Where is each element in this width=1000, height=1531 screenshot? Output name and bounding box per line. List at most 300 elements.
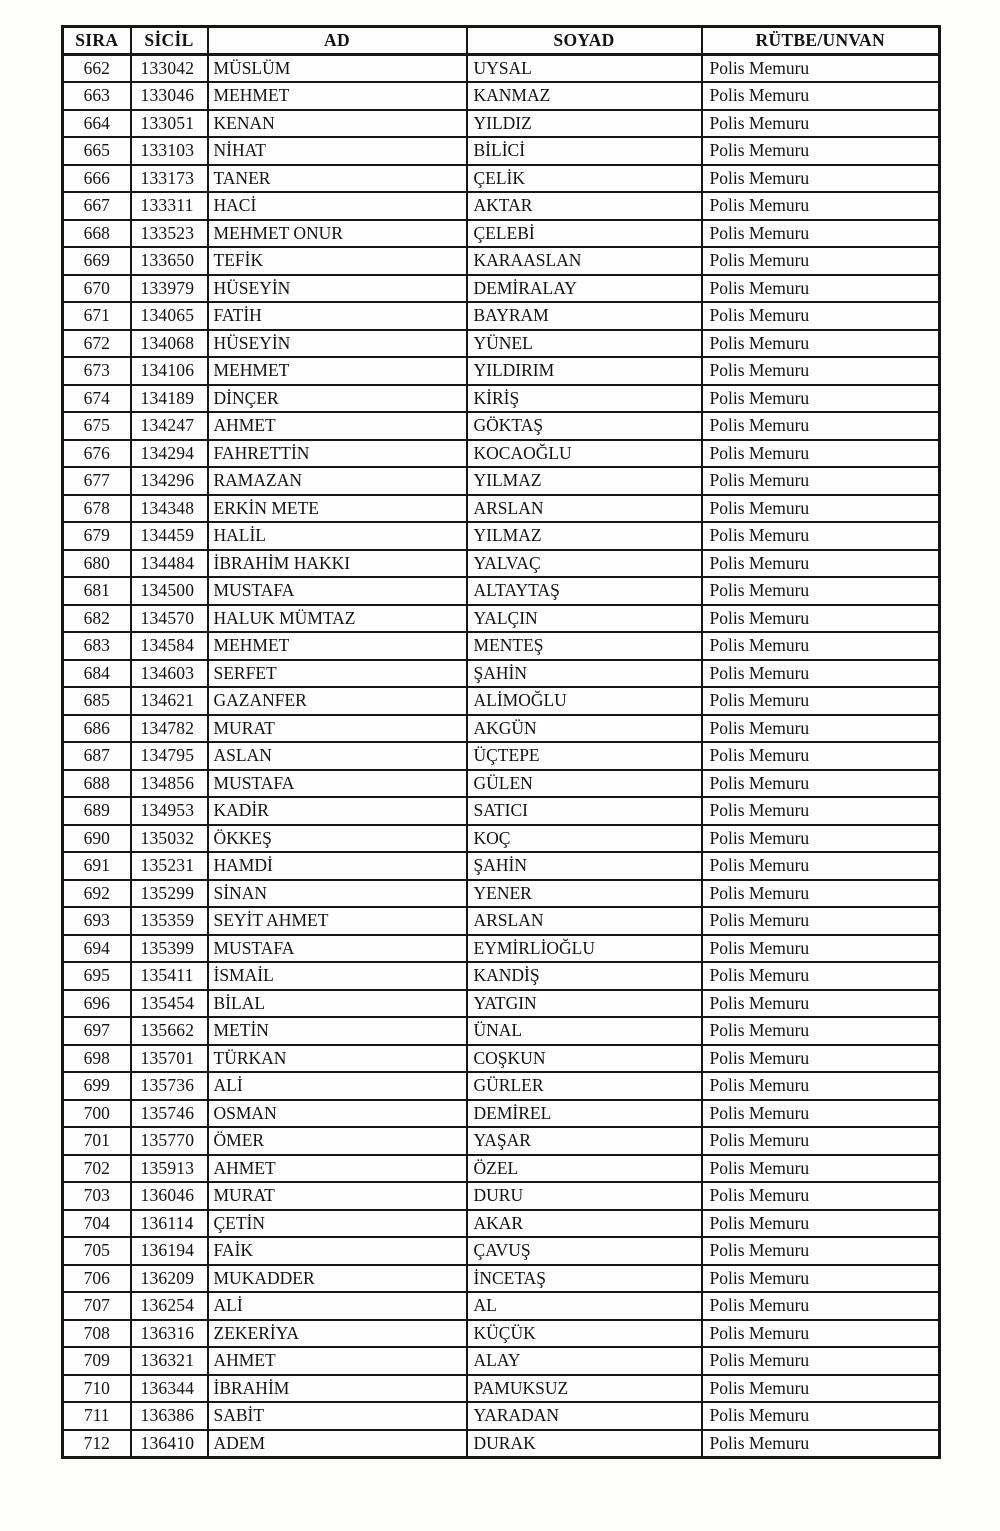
cell-sira: 689	[63, 797, 131, 825]
cell-soyad: ÇELEBİ	[467, 220, 702, 248]
table-row	[63, 770, 940, 798]
cell-soyad: ÜÇTEPE	[467, 742, 702, 770]
cell-rutbe: Polis Memuru	[702, 1402, 940, 1430]
table-row	[63, 1402, 940, 1430]
cell-sira: 696	[63, 990, 131, 1018]
cell-ad: SERFET	[208, 660, 467, 688]
cell-rutbe: Polis Memuru	[702, 1265, 940, 1293]
cell-ad: ÖKKEŞ	[208, 825, 467, 853]
cell-sira: 683	[63, 632, 131, 660]
cell-sira: 662	[63, 55, 131, 83]
cell-soyad: KOÇ	[467, 825, 702, 853]
cell-sira: 667	[63, 192, 131, 220]
table-row	[63, 55, 940, 83]
cell-rutbe: Polis Memuru	[702, 110, 940, 138]
cell-ad: MUKADDER	[208, 1265, 467, 1293]
cell-soyad: DURAK	[467, 1430, 702, 1458]
cell-rutbe: Polis Memuru	[702, 880, 940, 908]
cell-ad: ZEKERİYA	[208, 1320, 467, 1348]
table-row	[63, 440, 940, 468]
cell-sira: 668	[63, 220, 131, 248]
cell-sira: 707	[63, 1292, 131, 1320]
table-row	[63, 1100, 940, 1128]
cell-ad: MEHMET	[208, 82, 467, 110]
cell-ad: OSMAN	[208, 1100, 467, 1128]
cell-rutbe: Polis Memuru	[702, 770, 940, 798]
cell-ad: HALUK MÜMTAZ	[208, 605, 467, 633]
cell-rutbe: Polis Memuru	[702, 742, 940, 770]
cell-soyad: ÜNAL	[467, 1017, 702, 1045]
table-row	[63, 1155, 940, 1183]
cell-ad: MEHMET ONUR	[208, 220, 467, 248]
cell-rutbe: Polis Memuru	[702, 1320, 940, 1348]
cell-rutbe: Polis Memuru	[702, 1155, 940, 1183]
cell-sira: 681	[63, 577, 131, 605]
cell-soyad: İNCETAŞ	[467, 1265, 702, 1293]
cell-soyad: ÇELİK	[467, 165, 702, 193]
cell-sira: 666	[63, 165, 131, 193]
cell-ad: BİLAL	[208, 990, 467, 1018]
cell-sira: 705	[63, 1237, 131, 1265]
cell-rutbe: Polis Memuru	[702, 715, 940, 743]
table-row	[63, 522, 940, 550]
cell-soyad: GÜRLER	[467, 1072, 702, 1100]
cell-sicil: 133650	[131, 247, 208, 275]
cell-sicil: 133042	[131, 55, 208, 83]
table-row	[63, 1045, 940, 1073]
cell-soyad: YATGIN	[467, 990, 702, 1018]
table-row	[63, 687, 940, 715]
cell-soyad: YILMAZ	[467, 522, 702, 550]
cell-soyad: AKGÜN	[467, 715, 702, 743]
cell-ad: GAZANFER	[208, 687, 467, 715]
table-row	[63, 1320, 940, 1348]
cell-rutbe: Polis Memuru	[702, 1072, 940, 1100]
cell-ad: SEYİT AHMET	[208, 907, 467, 935]
cell-rutbe: Polis Memuru	[702, 192, 940, 220]
cell-soyad: KANDİŞ	[467, 962, 702, 990]
cell-sicil: 134189	[131, 385, 208, 413]
cell-ad: AHMET	[208, 1155, 467, 1183]
cell-sira: 711	[63, 1402, 131, 1430]
cell-sira: 665	[63, 137, 131, 165]
cell-rutbe: Polis Memuru	[702, 302, 940, 330]
cell-sira: 686	[63, 715, 131, 743]
cell-sicil: 134247	[131, 412, 208, 440]
cell-ad: ERKİN METE	[208, 495, 467, 523]
table-row	[63, 577, 940, 605]
cell-soyad: MENTEŞ	[467, 632, 702, 660]
cell-sicil: 136410	[131, 1430, 208, 1458]
cell-sira: 704	[63, 1210, 131, 1238]
cell-rutbe: Polis Memuru	[702, 550, 940, 578]
cell-sicil: 134782	[131, 715, 208, 743]
cell-sira: 670	[63, 275, 131, 303]
cell-sicil: 134570	[131, 605, 208, 633]
cell-ad: FAİK	[208, 1237, 467, 1265]
cell-sicil: 136316	[131, 1320, 208, 1348]
cell-sicil: 135746	[131, 1100, 208, 1128]
cell-ad: İBRAHİM	[208, 1375, 467, 1403]
cell-sira: 674	[63, 385, 131, 413]
cell-sicil: 135411	[131, 962, 208, 990]
cell-sira: 700	[63, 1100, 131, 1128]
cell-sicil: 136209	[131, 1265, 208, 1293]
cell-ad: HAMDİ	[208, 852, 467, 880]
table-row	[63, 1017, 940, 1045]
cell-ad: MURAT	[208, 1182, 467, 1210]
cell-ad: SABİT	[208, 1402, 467, 1430]
cell-sira: 679	[63, 522, 131, 550]
cell-sira: 677	[63, 467, 131, 495]
cell-rutbe: Polis Memuru	[702, 82, 940, 110]
cell-ad: MUSTAFA	[208, 935, 467, 963]
table-row	[63, 1292, 940, 1320]
cell-sicil: 136114	[131, 1210, 208, 1238]
cell-rutbe: Polis Memuru	[702, 1347, 940, 1375]
table-row	[63, 302, 940, 330]
cell-sira: 678	[63, 495, 131, 523]
cell-soyad: AKAR	[467, 1210, 702, 1238]
cell-rutbe: Polis Memuru	[702, 467, 940, 495]
cell-rutbe: Polis Memuru	[702, 660, 940, 688]
cell-ad: ADEM	[208, 1430, 467, 1458]
cell-ad: MEHMET	[208, 632, 467, 660]
table-header-row	[63, 27, 940, 55]
cell-sicil: 135701	[131, 1045, 208, 1073]
cell-sicil: 134068	[131, 330, 208, 358]
cell-sicil: 134795	[131, 742, 208, 770]
cell-sira: 701	[63, 1127, 131, 1155]
cell-ad: MUSTAFA	[208, 577, 467, 605]
table-row	[63, 825, 940, 853]
cell-rutbe: Polis Memuru	[702, 1100, 940, 1128]
cell-rutbe: Polis Memuru	[702, 1237, 940, 1265]
cell-sira: 675	[63, 412, 131, 440]
cell-soyad: YILDIZ	[467, 110, 702, 138]
cell-soyad: YARADAN	[467, 1402, 702, 1430]
cell-ad: MUSTAFA	[208, 770, 467, 798]
cell-rutbe: Polis Memuru	[702, 1292, 940, 1320]
cell-ad: ASLAN	[208, 742, 467, 770]
cell-ad: ÖMER	[208, 1127, 467, 1155]
cell-rutbe: Polis Memuru	[702, 687, 940, 715]
table-row	[63, 1072, 940, 1100]
header-ad: AD	[208, 27, 467, 55]
table-row	[63, 1347, 940, 1375]
cell-sira: 703	[63, 1182, 131, 1210]
cell-sira: 712	[63, 1430, 131, 1458]
cell-sicil: 134500	[131, 577, 208, 605]
cell-rutbe: Polis Memuru	[702, 825, 940, 853]
cell-sicil: 134296	[131, 467, 208, 495]
cell-sicil: 135770	[131, 1127, 208, 1155]
cell-sicil: 134348	[131, 495, 208, 523]
cell-sicil: 134106	[131, 357, 208, 385]
table-row	[63, 797, 940, 825]
cell-soyad: PAMUKSUZ	[467, 1375, 702, 1403]
cell-rutbe: Polis Memuru	[702, 605, 940, 633]
table-row	[63, 1265, 940, 1293]
cell-ad: HÜSEYİN	[208, 330, 467, 358]
table-row	[63, 495, 940, 523]
cell-soyad: YENER	[467, 880, 702, 908]
table-row	[63, 82, 940, 110]
cell-ad: RAMAZAN	[208, 467, 467, 495]
personnel-table	[61, 25, 941, 1459]
cell-rutbe: Polis Memuru	[702, 220, 940, 248]
cell-rutbe: Polis Memuru	[702, 852, 940, 880]
table-row	[63, 1210, 940, 1238]
cell-rutbe: Polis Memuru	[702, 55, 940, 83]
cell-sicil: 136344	[131, 1375, 208, 1403]
cell-ad: MURAT	[208, 715, 467, 743]
cell-rutbe: Polis Memuru	[702, 935, 940, 963]
cell-ad: FATİH	[208, 302, 467, 330]
cell-ad: KENAN	[208, 110, 467, 138]
cell-ad: HALİL	[208, 522, 467, 550]
cell-soyad: KANMAZ	[467, 82, 702, 110]
table-row	[63, 247, 940, 275]
table-row	[63, 385, 940, 413]
cell-soyad: EYMİRLİOĞLU	[467, 935, 702, 963]
cell-sira: 672	[63, 330, 131, 358]
cell-soyad: ALTAYTAŞ	[467, 577, 702, 605]
cell-ad: İSMAİL	[208, 962, 467, 990]
cell-rutbe: Polis Memuru	[702, 1127, 940, 1155]
cell-sicil: 133046	[131, 82, 208, 110]
table-row	[63, 907, 940, 935]
cell-sicil: 135032	[131, 825, 208, 853]
cell-sicil: 135736	[131, 1072, 208, 1100]
table-row	[63, 605, 940, 633]
header-sira: SIRA	[63, 27, 131, 55]
cell-sira: 706	[63, 1265, 131, 1293]
cell-sicil: 136046	[131, 1182, 208, 1210]
cell-soyad: YILMAZ	[467, 467, 702, 495]
cell-sicil: 134065	[131, 302, 208, 330]
cell-soyad: UYSAL	[467, 55, 702, 83]
cell-sicil: 136386	[131, 1402, 208, 1430]
cell-sira: 697	[63, 1017, 131, 1045]
table-row	[63, 962, 940, 990]
cell-sira: 692	[63, 880, 131, 908]
cell-soyad: ALİMOĞLU	[467, 687, 702, 715]
cell-ad: MEHMET	[208, 357, 467, 385]
cell-ad: AHMET	[208, 1347, 467, 1375]
cell-ad: HÜSEYİN	[208, 275, 467, 303]
cell-rutbe: Polis Memuru	[702, 990, 940, 1018]
cell-ad: FAHRETTİN	[208, 440, 467, 468]
cell-soyad: ŞAHİN	[467, 660, 702, 688]
cell-sicil: 133311	[131, 192, 208, 220]
cell-soyad: GÜLEN	[467, 770, 702, 798]
cell-sicil: 135913	[131, 1155, 208, 1183]
cell-soyad: YALÇIN	[467, 605, 702, 633]
cell-sira: 691	[63, 852, 131, 880]
cell-sicil: 133979	[131, 275, 208, 303]
cell-ad: DİNÇER	[208, 385, 467, 413]
cell-sicil: 134459	[131, 522, 208, 550]
cell-sicil: 136321	[131, 1347, 208, 1375]
table-row	[63, 275, 940, 303]
cell-sicil: 134603	[131, 660, 208, 688]
cell-ad: ÇETİN	[208, 1210, 467, 1238]
cell-soyad: DEMİRALAY	[467, 275, 702, 303]
cell-soyad: AL	[467, 1292, 702, 1320]
cell-sira: 676	[63, 440, 131, 468]
cell-rutbe: Polis Memuru	[702, 412, 940, 440]
cell-rutbe: Polis Memuru	[702, 165, 940, 193]
cell-sicil: 133523	[131, 220, 208, 248]
table-row	[63, 935, 940, 963]
cell-soyad: AKTAR	[467, 192, 702, 220]
cell-soyad: DEMİREL	[467, 1100, 702, 1128]
cell-sira: 693	[63, 907, 131, 935]
cell-rutbe: Polis Memuru	[702, 357, 940, 385]
table-row	[63, 715, 940, 743]
cell-ad: AHMET	[208, 412, 467, 440]
cell-soyad: KOCAOĞLU	[467, 440, 702, 468]
cell-rutbe: Polis Memuru	[702, 495, 940, 523]
cell-rutbe: Polis Memuru	[702, 330, 940, 358]
cell-soyad: ARSLAN	[467, 495, 702, 523]
cell-ad: SİNAN	[208, 880, 467, 908]
cell-sicil: 134856	[131, 770, 208, 798]
cell-soyad: ALAY	[467, 1347, 702, 1375]
table-row	[63, 990, 940, 1018]
cell-sicil: 135662	[131, 1017, 208, 1045]
cell-sira: 698	[63, 1045, 131, 1073]
cell-sicil: 134953	[131, 797, 208, 825]
cell-sira: 685	[63, 687, 131, 715]
header-sicil: SİCİL	[131, 27, 208, 55]
cell-ad: TÜRKAN	[208, 1045, 467, 1073]
cell-rutbe: Polis Memuru	[702, 1430, 940, 1458]
cell-sicil: 135359	[131, 907, 208, 935]
table-row	[63, 1127, 940, 1155]
cell-soyad: COŞKUN	[467, 1045, 702, 1073]
cell-sira: 708	[63, 1320, 131, 1348]
cell-rutbe: Polis Memuru	[702, 797, 940, 825]
cell-soyad: GÖKTAŞ	[467, 412, 702, 440]
cell-sira: 673	[63, 357, 131, 385]
cell-rutbe: Polis Memuru	[702, 1017, 940, 1045]
cell-sira: 687	[63, 742, 131, 770]
cell-rutbe: Polis Memuru	[702, 275, 940, 303]
cell-ad: METİN	[208, 1017, 467, 1045]
cell-ad: İBRAHİM HAKKI	[208, 550, 467, 578]
cell-sira: 680	[63, 550, 131, 578]
cell-sicil: 135231	[131, 852, 208, 880]
cell-rutbe: Polis Memuru	[702, 440, 940, 468]
table-row	[63, 1430, 940, 1458]
cell-soyad: ÇAVUŞ	[467, 1237, 702, 1265]
cell-rutbe: Polis Memuru	[702, 1210, 940, 1238]
cell-rutbe: Polis Memuru	[702, 907, 940, 935]
table-row	[63, 1182, 940, 1210]
header-rutbe: RÜTBE/UNVAN	[702, 27, 940, 55]
cell-sira: 695	[63, 962, 131, 990]
cell-ad: ALİ	[208, 1072, 467, 1100]
cell-sira: 694	[63, 935, 131, 963]
table-row	[63, 165, 940, 193]
cell-soyad: KİRİŞ	[467, 385, 702, 413]
cell-soyad: DURU	[467, 1182, 702, 1210]
cell-rutbe: Polis Memuru	[702, 1182, 940, 1210]
table-row	[63, 742, 940, 770]
cell-sira: 664	[63, 110, 131, 138]
table-row	[63, 412, 940, 440]
cell-sira: 709	[63, 1347, 131, 1375]
cell-rutbe: Polis Memuru	[702, 577, 940, 605]
table-row	[63, 192, 940, 220]
cell-ad: KADİR	[208, 797, 467, 825]
cell-soyad: YAŞAR	[467, 1127, 702, 1155]
cell-rutbe: Polis Memuru	[702, 632, 940, 660]
cell-ad: TANER	[208, 165, 467, 193]
cell-soyad: SATICI	[467, 797, 702, 825]
table-row	[63, 852, 940, 880]
cell-sira: 669	[63, 247, 131, 275]
cell-sira: 710	[63, 1375, 131, 1403]
table-row	[63, 137, 940, 165]
cell-soyad: BAYRAM	[467, 302, 702, 330]
table-row	[63, 357, 940, 385]
cell-sicil: 134294	[131, 440, 208, 468]
table-row	[63, 1237, 940, 1265]
cell-ad: TEFİK	[208, 247, 467, 275]
cell-rutbe: Polis Memuru	[702, 522, 940, 550]
cell-soyad: YÜNEL	[467, 330, 702, 358]
table-row	[63, 220, 940, 248]
cell-soyad: ÖZEL	[467, 1155, 702, 1183]
cell-soyad: BİLİCİ	[467, 137, 702, 165]
cell-soyad: KÜÇÜK	[467, 1320, 702, 1348]
cell-rutbe: Polis Memuru	[702, 962, 940, 990]
cell-rutbe: Polis Memuru	[702, 1045, 940, 1073]
cell-sira: 684	[63, 660, 131, 688]
cell-sira: 699	[63, 1072, 131, 1100]
header-soyad: SOYAD	[467, 27, 702, 55]
cell-soyad: KARAASLAN	[467, 247, 702, 275]
cell-ad: HACİ	[208, 192, 467, 220]
cell-rutbe: Polis Memuru	[702, 1375, 940, 1403]
cell-ad: ALİ	[208, 1292, 467, 1320]
cell-soyad: YILDIRIM	[467, 357, 702, 385]
cell-sira: 702	[63, 1155, 131, 1183]
cell-ad: NİHAT	[208, 137, 467, 165]
table-row	[63, 550, 940, 578]
cell-sicil: 133173	[131, 165, 208, 193]
cell-ad: MÜSLÜM	[208, 55, 467, 83]
table-body	[63, 55, 940, 1458]
cell-rutbe: Polis Memuru	[702, 385, 940, 413]
table-row	[63, 880, 940, 908]
cell-sicil: 134621	[131, 687, 208, 715]
cell-sira: 682	[63, 605, 131, 633]
cell-sira: 663	[63, 82, 131, 110]
cell-sicil: 134584	[131, 632, 208, 660]
table-row	[63, 330, 940, 358]
table-row	[63, 1375, 940, 1403]
cell-sicil: 133103	[131, 137, 208, 165]
table-row	[63, 467, 940, 495]
cell-soyad: ŞAHİN	[467, 852, 702, 880]
cell-sicil: 136194	[131, 1237, 208, 1265]
cell-sicil: 136254	[131, 1292, 208, 1320]
cell-sicil: 135299	[131, 880, 208, 908]
